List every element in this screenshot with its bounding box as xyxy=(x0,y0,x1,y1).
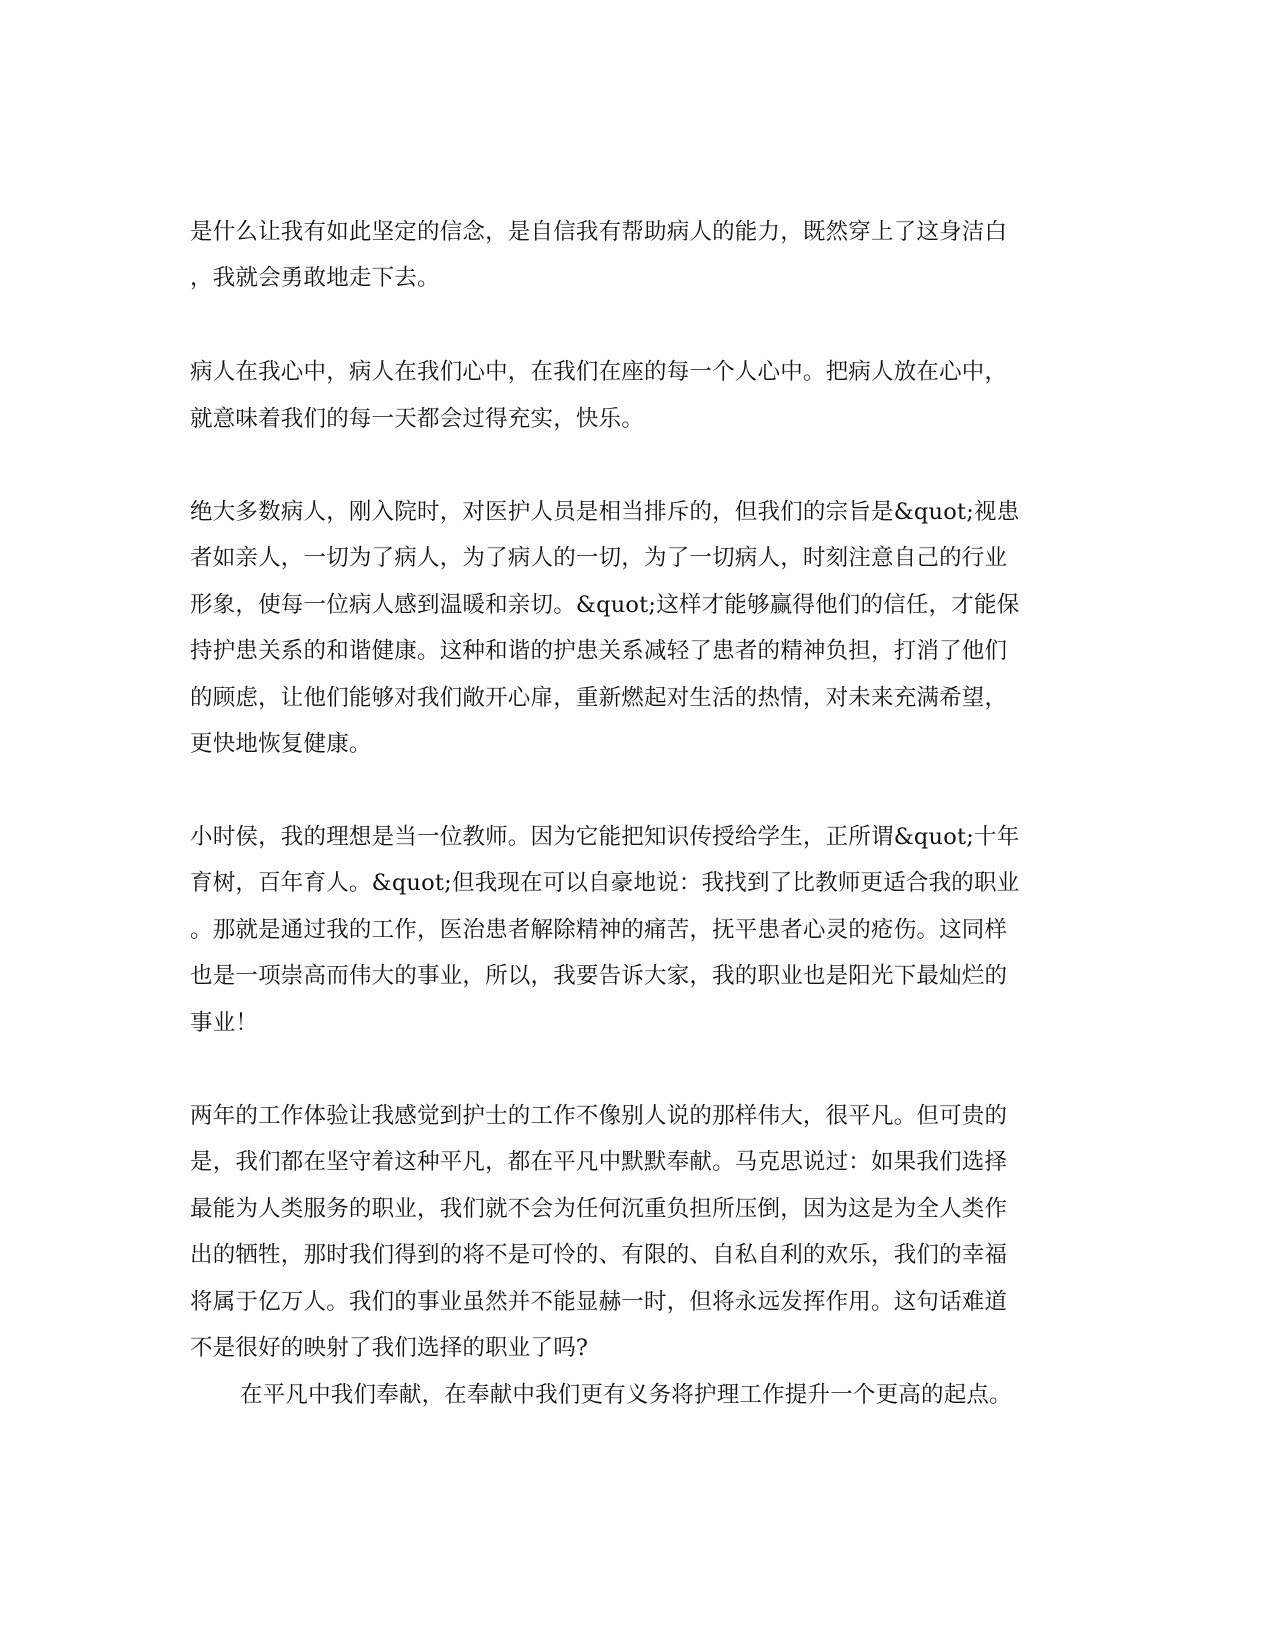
text-line: 不是很好的映射了我们选择的职业了吗? xyxy=(190,1335,589,1361)
text-line: 事业！ xyxy=(190,1010,259,1036)
text-line: 小时侯，我的理想是当一位教师。因为它能把知识传授给学生，正所谓&quot;十年 xyxy=(190,824,1020,850)
text-line: ，我就会勇敢地走下去。 xyxy=(190,265,440,291)
text-line: 形象，使每一位病人感到温暖和亲切。&quot;这样才能够赢得他们的信任，才能保 xyxy=(190,592,1020,618)
text-line: 是什么让我有如此坚定的信念，是自信我有帮助病人的能力，既然穿上了这身洁白 xyxy=(190,219,1008,245)
text-line: 持护患关系的和谐健康。这种和谐的护患关系减轻了患者的精神负担，打消了他们 xyxy=(190,638,1008,664)
text-line: 最能为人类服务的职业，我们就不会为任何沉重负担所压倒，因为这是为全人类作 xyxy=(190,1196,1008,1222)
text-line: 出的牺牲，那时我们得到的将不是可怜的、有限的、自私自利的欢乐，我们的幸福 xyxy=(190,1242,1008,1268)
text-line: 两年的工作体验让我感觉到护士的工作不像别人说的那样伟大，很平凡。但可贵的 xyxy=(190,1103,1008,1129)
text-line: 更快地恢复健康。 xyxy=(190,731,372,757)
text-line: 绝大多数病人，刚入院时，对医护人员是相当排斥的，但我们的宗旨是&quot;视患 xyxy=(190,499,1020,525)
text-line: 。那就是通过我的工作，医治患者解除精神的痛苦，抚平患者心灵的疮伤。这同样 xyxy=(190,917,1008,943)
text-line: 的顾虑，让他们能够对我们敞开心扉，重新燃起对生活的热情，对未来充满希望， xyxy=(190,685,1008,711)
text-line: 就意味着我们的每一天都会过得充实，快乐。 xyxy=(190,406,645,432)
text-line: 者如亲人，一切为了病人，为了病人的一切，为了一切病人，时刻注意自己的行业 xyxy=(190,545,1008,571)
text-line: 也是一项崇高而伟大的事业，所以，我要告诉大家，我的职业也是阳光下最灿烂的 xyxy=(190,963,1008,989)
text-line: 将属于亿万人。我们的事业虽然并不能显赫一时，但将永远发挥作用。这句话难道 xyxy=(190,1289,1008,1315)
text-line: 育树，百年育人。&quot;但我现在可以自豪地说：我找到了比教师更适合我的职业 xyxy=(190,870,1020,896)
text-line: 病人在我心中，病人在我们心中，在我们在座的每一个人心中。把病人放在心中， xyxy=(190,359,1008,385)
text-line: 在平凡中我们奉献，在奉献中我们更有义务将护理工作提升一个更高的起点。 xyxy=(240,1382,1012,1408)
text-line: 是，我们都在坚守着这种平凡，都在平凡中默默奉献。马克思说过：如果我们选择 xyxy=(190,1149,1008,1175)
